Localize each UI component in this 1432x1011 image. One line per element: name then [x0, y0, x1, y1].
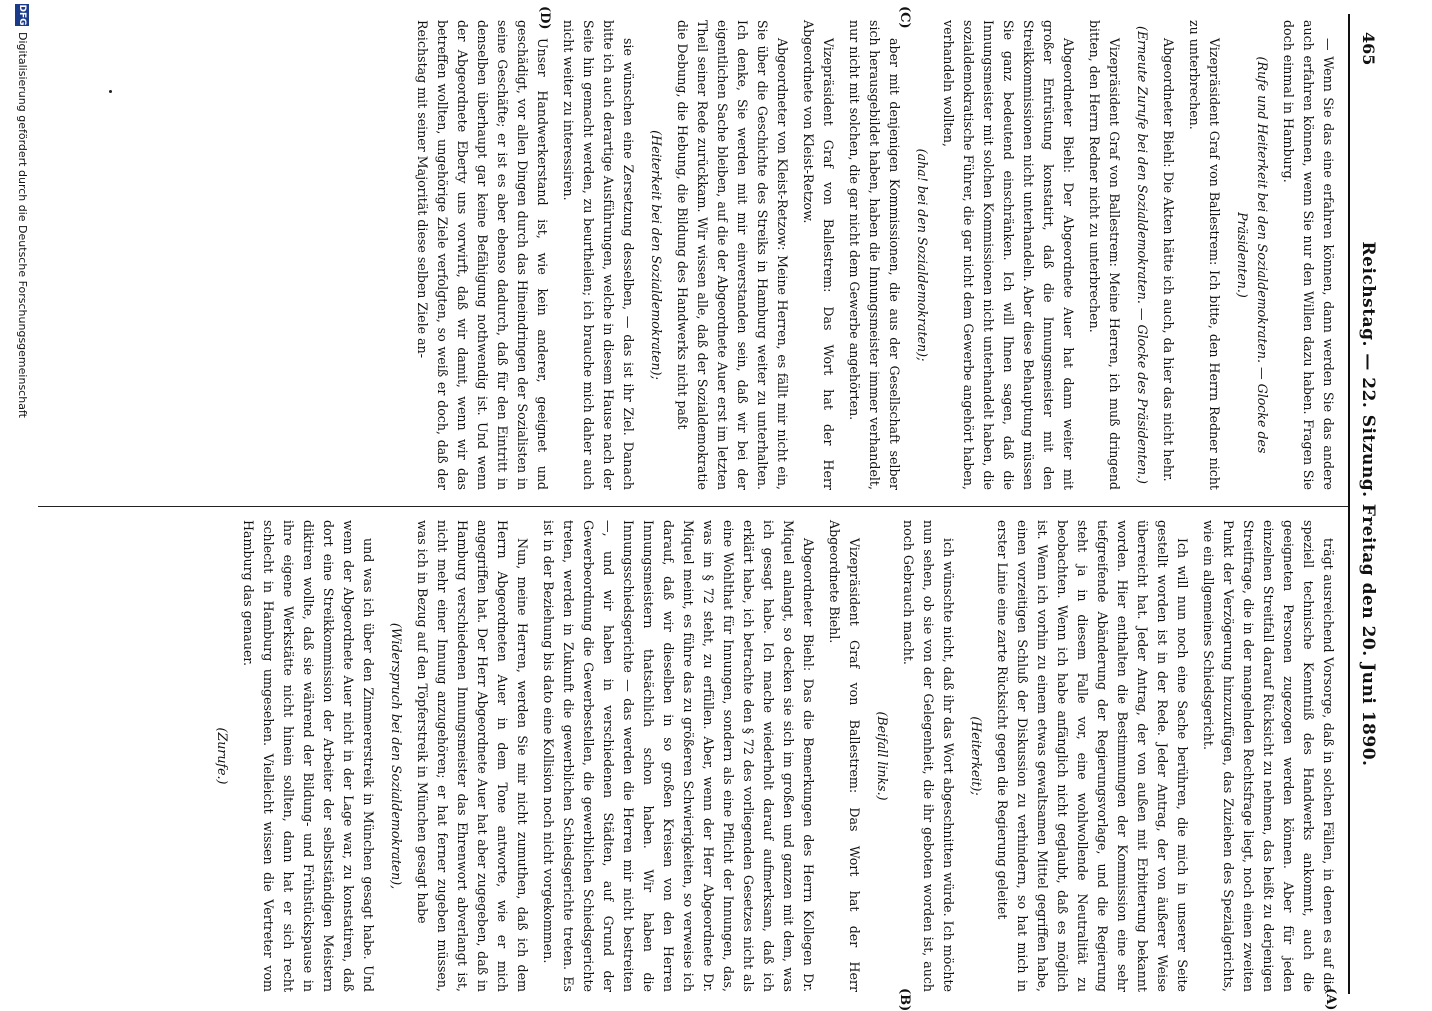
paragraph: Abgeordneter von Kleist-Retzow: Meine Herren, es fällt mir nicht ein, Sie über die Geschichte des Streiks in Hamburg weiter zu unterhalten. Ich denke, Sie werden mit mir einverstanden sein, daß wir bei der eigentlichen Sache bleiben, auf die der Abgeordnete Auer erst im letzten Theil seiner Rede zurückkam. Wir wissen alle, daß der Sozialdemokratie die Debung, die Hebung, die Bildung des Handwerks nicht paßt	[675, 20, 790, 490]
paragraph: Vizepräsident Graf von Ballestrem: Das Wort hat der Herr Abgeordnete Biehl.	[827, 520, 862, 992]
stage-direction: (Heiterkeit bei den Sozialdemokraten);	[649, 130, 664, 380]
paragraph: und was ich über den Zimmererstreik in München gesagt habe. Und wenn der Abgeordnete Auer nicht in der Lage war, zu konstatiren, daß dort eine Streikkommission der Arbeiter der selbstständigen Meistern diktiren wollte, daß sie während der Bildung- und Frühstückspause in ihre eigene Werkstätte nicht hinein sollten, dann hat er sich recht schlecht in Hamburg umgesehen. Vielleicht wissen die Vertreter vom Hamburg das genauer.	[241, 520, 376, 992]
stage-direction: (Widerspruch bei den Sozialdemokraten),	[389, 622, 404, 890]
paragraph: ich wünschte nicht, daß ihr das Wort abgeschnitten würde. Ich möchte nun sehen, ob sie von der Gelegenheit, die ihr geboten worden ist, auch noch Gebrauch macht.	[901, 520, 956, 992]
column-divider	[38, 506, 1348, 507]
paragraph: Unser Handwerkerstand ist, wie kein anderer, geeignet und geschädigt, vor allen Dingen durch das Hineindringen der Sozialisten in seine Geschäfte; er ist es aber ebenso dadurch, daß für den Eintritt in denselben überhaupt gar keine Befähigung nothwendig ist. Und wenn der Abgeordnete Eberty uns vorwirft, daß wir damit, wenn wir das betreffen wollten, ungehörige Ziele verfolgten, so weiß er doch, daß der Reichstag mit seiner Majorität diese selben Ziele an-	[415, 20, 550, 490]
margin-marker-a: (A)	[1323, 988, 1338, 1011]
margin-marker-b: (B)	[897, 988, 912, 1011]
stage-direction: (Rufe und Heiterkeit bei den Sozialdemokraten. — Glocke des Präsidenten.)	[1235, 56, 1270, 454]
left-column	[406, 20, 1338, 490]
page-number: 465	[1359, 32, 1378, 66]
page-footer	[8, 0, 32, 1000]
stage-direction: (Heiterkeit);	[969, 716, 984, 796]
header-title: Reichstag. — 22. Sitzung. Freitag den 20. Juni 1890.	[1358, 241, 1378, 767]
margin-marker-d: (D)	[537, 6, 552, 30]
paragraph: Vizepräsident Graf von Ballestrem: Das Wort hat der Herr Abgeordnete von Kleist-Retzow.	[801, 20, 836, 490]
page-header	[1348, 14, 1382, 994]
paragraph: aber mit denjenigen Kommissionen, die aus der Gesellschaft selber sich herausgebildet haben, haben die Innungsmeister immer verhandelt, nur nicht mit solchen, die gar nicht dem Gewerbe angehörten.	[847, 20, 902, 490]
paragraph: Ich will nun noch eine Sache berühren, die mich in unserer Seite gestellt worden ist in der Rede. Jeder Antrag, der von äußerer Weise überreicht hat. Jeder Antrag, der von außen mit Erbitterung bekannt worden. Hier enthalten die Bestimmungen der Kommission eine sehr tiefgreifende Abänderung der Regierungsvorlage, und die Regierung steht ja in diesem Falle vor, eine wohlwollende Neutralität zu beobachten. Wenn ich habe anfänglich nicht geglaubt, daß es möglich ist. Wenn ich vorhin zu einem etwas gewaltsamen Mittel gegriffen habe, einen vorzeitigen Schluß der Diskussion zu verhindern, so hat mich in erster Linie eine zarte Rücksicht gegen die Regierung geleitet	[995, 520, 1190, 992]
paragraph: sie wünschen eine Zersetzung desselben, — das ist ihr Ziel. Danach bitte ich auch derartige Ausführungen, welche in diesem Hause nach der Seite hin gemacht werden, zu beurtheilen; ich brauche mich daher auch nicht weiter zu interessiren.	[561, 20, 636, 490]
scan-speck	[109, 90, 112, 93]
paragraph: Vizepräsident Graf von Ballestrem: Ich bitte, den Herrn Redner nicht zu unterbrechen.	[1187, 20, 1222, 490]
dfg-logo-icon: DFG	[17, 4, 27, 26]
paragraph: trägt ausreichend Vorsorge, daß in solchen Fällen, in denen es auf die speziell technische Kenntniß des Handwerks ankommt, auch die geeigneten Personen zugezogen werden können. Aber für jeden einzelnen Streitfall darauf Rücksicht zu nehmen, das heißt zu derjenigen Streitfrage, die in der mangelnden Rechtsfrage liegt, noch einen zweiten Punkt der Verzögerung hinzuzufügen, das Zuziehen des Spezialgerichts, wie ein allgemeines Schiedsgericht.	[1201, 520, 1336, 992]
margin-marker-c: (C)	[897, 6, 912, 29]
paragraph: Nun, meine Herren, werden Sie mir nicht zumuthen, daß ich dem Herrn Abgeordneten Auer in dem Tone antworte, wie er mich angegriffen hat. Der Herr Abgeordnete Auer hat aber zugegeben, daß in Hamburg verschiedenen Innungsmeister das Ehrenwort abverlangt ist, nicht mehr einer Innung anzugehören; er hat ferner zugeben müssen, was ich in Bezug auf den Töpferstreik in München gesagt habe	[415, 520, 530, 992]
digitization-credit: Digitalisierung gefördert durch die Deutsche Forschungsgemeinschaft	[16, 32, 29, 418]
paragraph: Abgeordneter Biehl: Das die Bemerkungen des Herrn Kollegen Dr. Miquel anlangt, so decken sie sich im großen und ganzen mit dem, was ich gesagt habe. Ich mache wiederholt darauf aufmerksam, daß ich erklärt habe, ich betrachte den § 72 des vorliegenden Gesetzes nicht als eine Wohlthat für Innungen, sondern als eine Pflicht der Innungen, das, was im § 72 steht, zu erfüllen. Aber, wenn der Herr Abgeordnete Dr. Miquel meint, es führe das zu größeren Schwierigkeiten, so verweise ich darauf, daß wir dieselben in so großen Kreisen von den Herren Innungsmeistern thatsächlich schon haben. Wir haben die Innungsschiedsgerichte — das werden die Herren mir nicht bestreiten —, und wir haben in verschiedenen Städten, auf Grund der Gewerbeordnung die Gewerbestellen, die gewerblichen Schiedsgerichte treten, werden in Zukunft die gewerblichen Schiedsgerichte treten. Es ist in der Beziehung bis dato eine Kollision noch nicht vorgekommen.	[541, 520, 816, 992]
stage-direction: (Erneute Zurufe bei den Sozialdemokraten. — Glocke des Präsidenten.)	[1135, 26, 1150, 484]
stage-direction: (aha! bei den Sozialdemokraten);	[915, 148, 930, 362]
paragraph: Abgeordneter Biehl: Die Akten hätte ich auch, da hier das nicht hehr.	[1161, 38, 1176, 482]
stage-direction: (Beifall links.)	[875, 711, 890, 801]
paragraph: Abgeordneter Biehl: Der Abgeordnete Auer hat dann weiter mit großer Entrüstung konstatirt, daß die Innungsmeister mit den Streikkommissionen nicht unterhandeln. Aber diese Behauptung müssen Sie ganz bedeutend einschränken. Ich will Ihnen sagen, daß die Innungsmeister mit solchen Kommissionen nicht unterhandelt haben, die sozialdemokratische Führer, die gar nicht dem Gewerbe angehört haben, verhandeln wollten,	[941, 20, 1076, 490]
right-column	[204, 520, 1338, 992]
paragraph: Vizepräsident Graf von Ballestrem: Meine Herren, ich muß dringend bitten, den Herrn Redner nicht zu unterbrechen.	[1087, 20, 1122, 490]
stage-direction: (Zurufe.)	[215, 727, 230, 785]
paragraph: — Wenn Sie das eine erfahren können, dann werden Sie das andere auch erfahren können, wenn Sie nur den Willen dazu haben. Fragen Sie doch einmal in Hamburg.	[1281, 20, 1336, 490]
